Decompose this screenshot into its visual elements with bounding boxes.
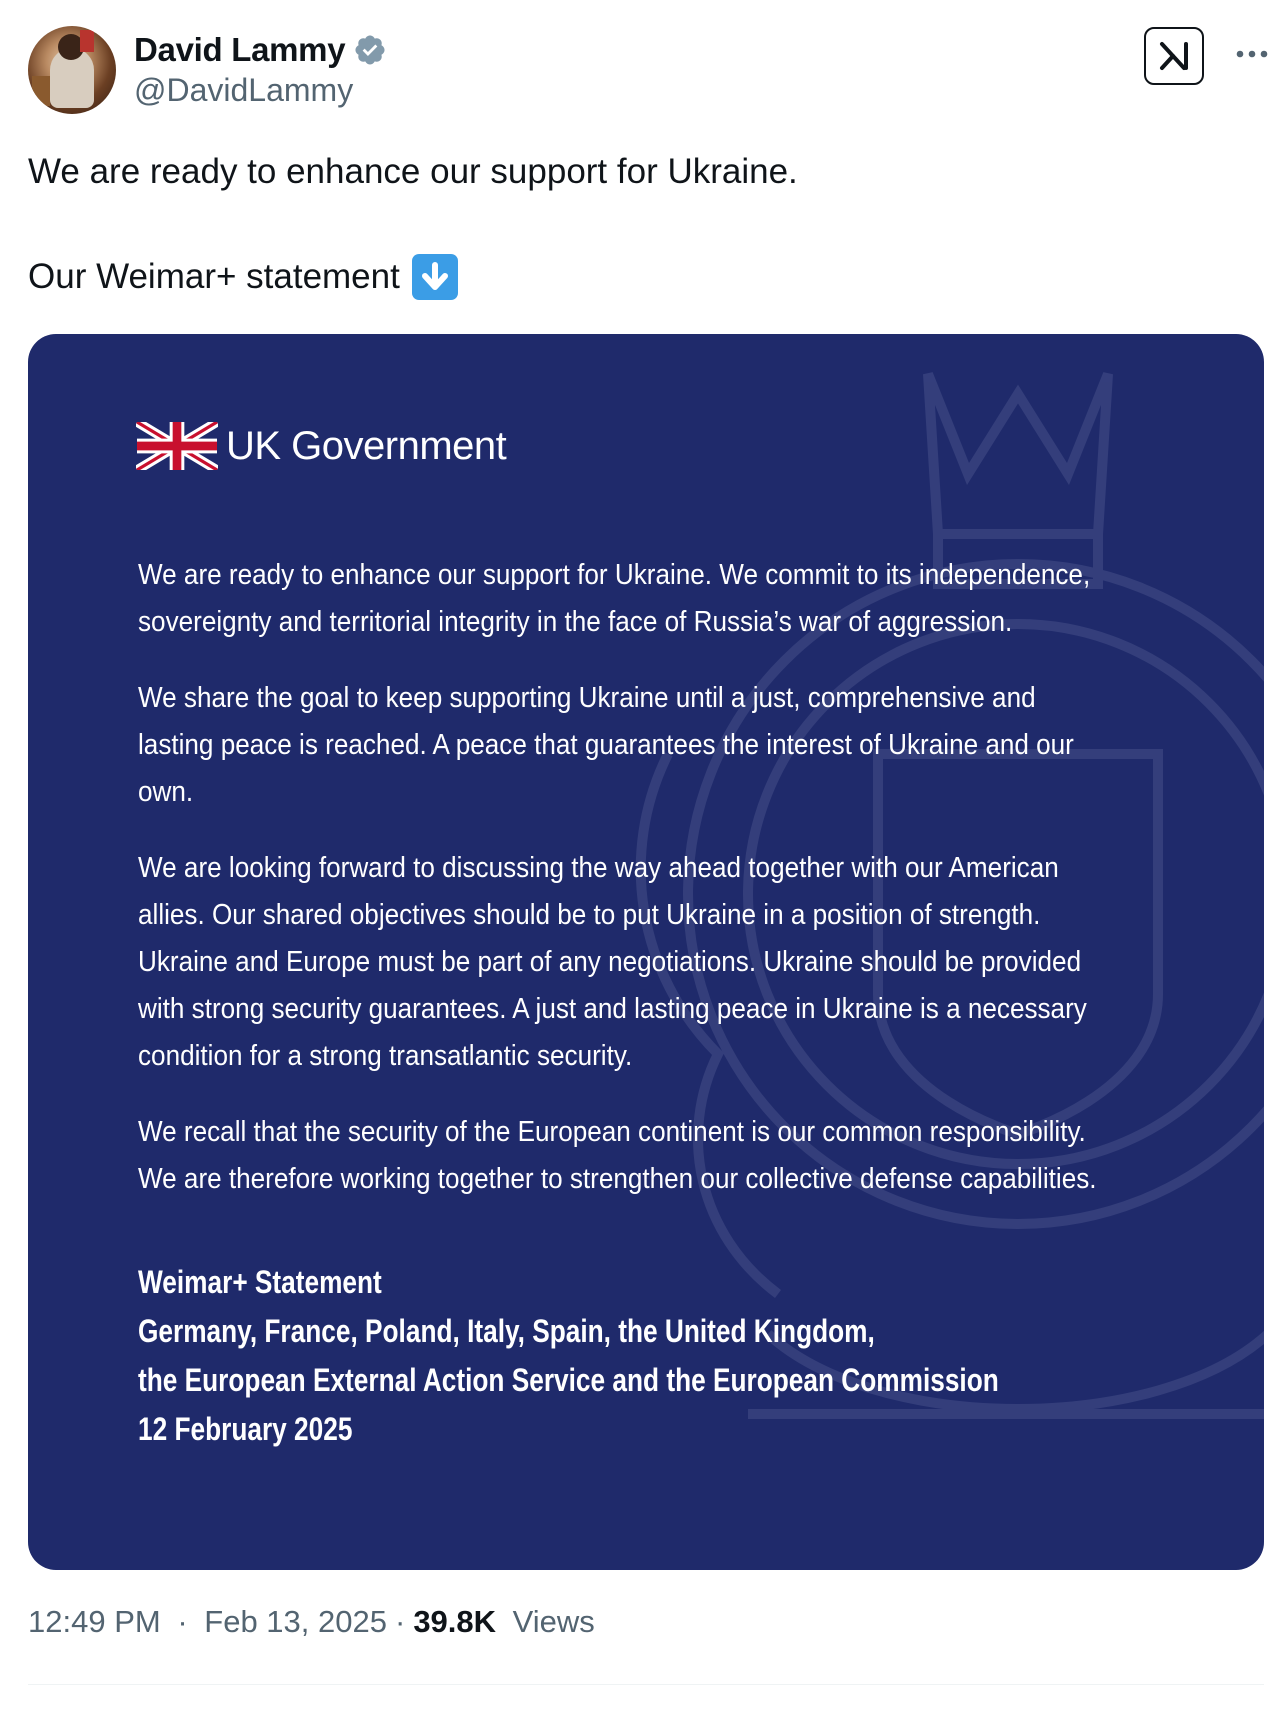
more-horizontal-icon	[1235, 49, 1269, 59]
tweet-timestamp-link[interactable]	[28, 1604, 387, 1640]
signoff-date: 12 February 2025	[138, 1411, 353, 1447]
statement-body	[138, 552, 1110, 1232]
verified-badge-icon	[353, 33, 387, 67]
author-name-row	[134, 30, 387, 70]
meta-separator: ·	[177, 1604, 188, 1639]
union-flag-icon	[136, 422, 218, 470]
tweet-views-link[interactable]	[413, 1604, 595, 1640]
tweet-text	[28, 150, 1248, 300]
statement-paragraph: We are looking forward to discussing the way ahead together with our American allies. Our shared objectives should be to put Ukraine in a position of strength. Ukraine and Europe must be part of any negotiations. Ukraine should be provided with strong security guarantees. A just and lasting peace in Ukraine is a necessary condition for a strong transatlantic security.	[138, 852, 1087, 1072]
author-handle[interactable]: @DavidLammy	[134, 72, 354, 108]
tweet-media-image[interactable]	[28, 334, 1264, 1570]
tweet-text-line-content: Our Weimar+ statement	[28, 257, 400, 296]
views-count: 39.8K	[413, 1604, 497, 1639]
tweet-meta	[28, 1604, 595, 1640]
author-display-name[interactable]: David Lammy	[134, 31, 346, 68]
tweet-header	[28, 26, 1252, 116]
uk-government-logo-text: UK Government	[226, 423, 507, 468]
tweet-time: 12:49 PM	[28, 1604, 161, 1639]
statement-paragraph: We are ready to enhance our support for Ukraine. We commit to its independence, sovereignty and territorial integrity in the face of Russia’s war of aggression.	[138, 559, 1091, 638]
signoff-line: Germany, France, Poland, Italy, Spain, the United Kingdom,	[138, 1313, 875, 1349]
uk-government-logo	[136, 422, 506, 470]
tweet-divider	[28, 1684, 1264, 1685]
grok-icon	[1156, 38, 1192, 74]
more-options-button[interactable]	[1232, 36, 1272, 72]
views-label: Views	[512, 1604, 595, 1639]
tweet-text-line	[28, 254, 1248, 300]
grok-button[interactable]	[1144, 27, 1204, 85]
avatar[interactable]	[28, 26, 116, 114]
tweet-date: Feb 13, 2025	[204, 1604, 387, 1639]
down-arrow-icon	[412, 254, 458, 300]
tweet-text-line: We are ready to enhance our support for Ukraine.	[28, 152, 798, 191]
signoff-line: the European External Action Service and the European Commission	[138, 1362, 999, 1398]
statement-paragraph: We share the goal to keep supporting Ukraine until a just, comprehensive and lasting peace is reached. A peace that guarantees the interest of Ukraine and our own.	[138, 682, 1074, 808]
statement-signoff	[138, 1258, 1073, 1454]
meta-separator: ·	[394, 1604, 406, 1639]
statement-paragraph: We recall that the security of the European continent is our common responsibility. We are therefore working together to strengthen our collective defense capabilities.	[138, 1116, 1097, 1195]
signoff-title: Weimar+ Statement	[138, 1264, 382, 1300]
